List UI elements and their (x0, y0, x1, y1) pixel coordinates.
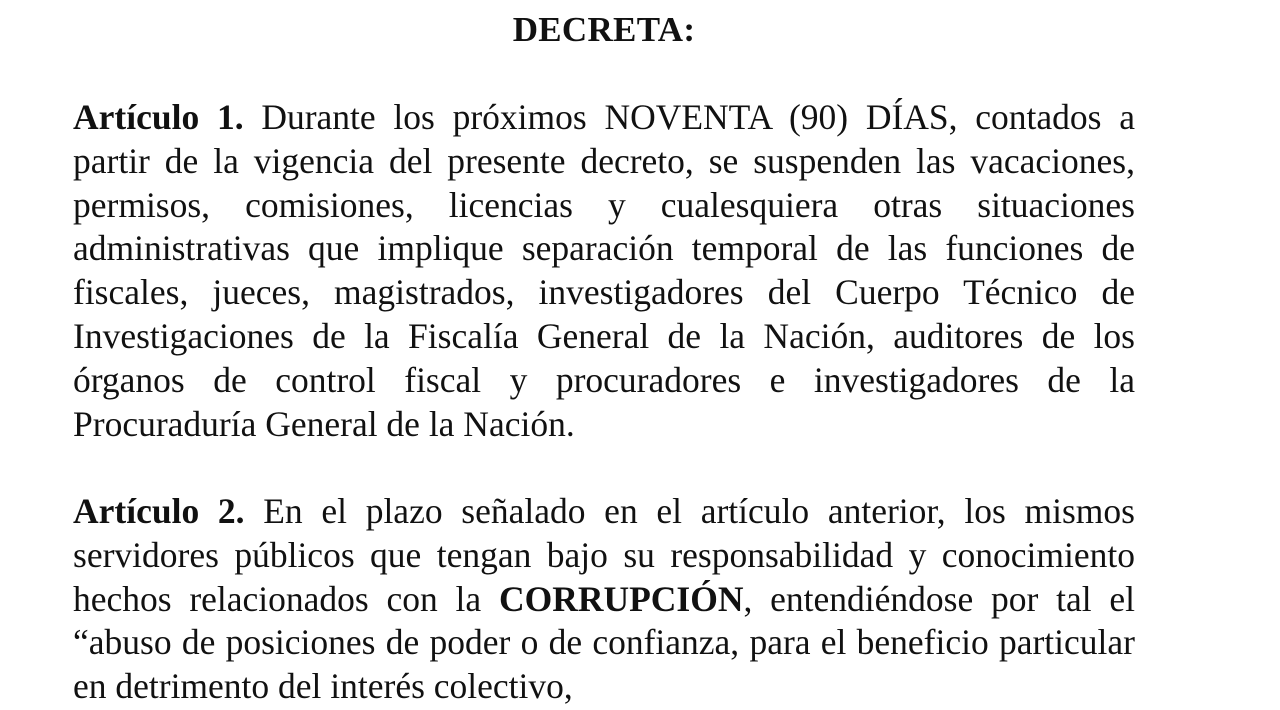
article-2-paragraph (73, 490, 1135, 709)
article-2-text-before: En el plazo señalado en el artículo anterior, los mismos servidores públicos que tengan bajo su responsabilidad y conocimiento hechos relacionados con la (73, 491, 1135, 619)
decree-heading: DECRETA: (512, 10, 696, 49)
article-1-label: Artículo 1. (73, 97, 244, 137)
article-1-text: Durante los próximos NOVENTA (90) DÍAS, contados a partir de la vigencia del presente decreto, se suspenden las vacaciones, permisos, comisiones, licencias y cualesquiera otras situaciones administrativas que implique separación temporal de las funciones de fiscales, jueces, magistrados, investigadores del Cuerpo Técnico de Investigaciones de la Fiscalía General de la Nación, auditores de los órganos de control fiscal y procuradores e investigadores de la Procuraduría General de la Nación. (73, 97, 1135, 444)
article-1-paragraph (73, 96, 1135, 446)
article-2-label: Artículo 2. (73, 491, 245, 531)
article-2-emphasis: CORRUPCIÓN (498, 578, 744, 619)
article-2-text-after: , entendiéndose por tal el “abuso de posiciones de poder o de confianza, para el beneficio particular en detrimento del interés colectivo, (73, 578, 1135, 707)
